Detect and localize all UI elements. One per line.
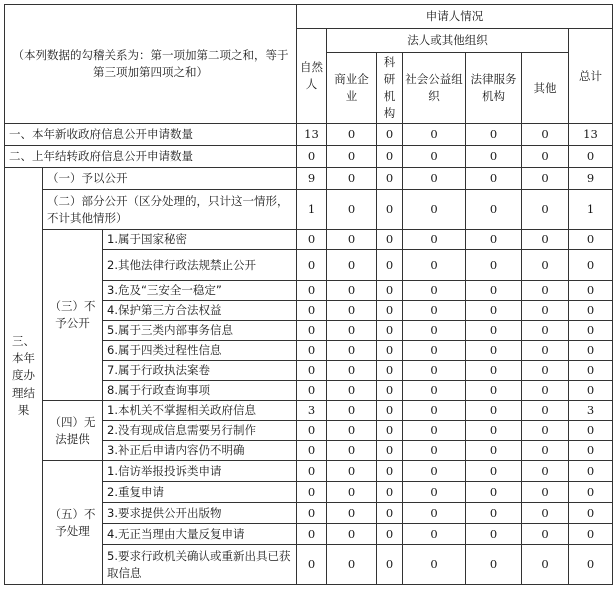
value-cell: 0: [297, 441, 327, 461]
value-cell: 0: [522, 461, 569, 482]
value-cell: 0: [297, 545, 327, 585]
value-cell: 0: [403, 321, 466, 341]
value-cell: 13: [569, 124, 613, 146]
row-label: （一）予以公开: [43, 168, 297, 190]
value-cell: 0: [466, 461, 522, 482]
header-note-cell: [5, 5, 297, 124]
value-cell: 0: [522, 361, 569, 381]
value-cell: 0: [569, 482, 613, 503]
value-cell: 0: [327, 341, 377, 361]
value-cell: 0: [466, 301, 522, 321]
applicant-info-header: 申请人情况: [297, 5, 613, 29]
value-cell: 0: [327, 381, 377, 401]
group-not-processed-label: （五）不予处理: [43, 461, 103, 585]
value-cell: 0: [327, 190, 377, 230]
value-cell: 0: [403, 545, 466, 585]
group-not-disclosed-label: （三）不予公开: [43, 230, 103, 401]
value-cell: 0: [377, 146, 403, 168]
row-label: 2.没有现成信息需要另行制作: [103, 421, 297, 441]
value-cell: 0: [569, 381, 613, 401]
value-cell: 0: [403, 441, 466, 461]
row-label: （二）部分公开（区分处理的，只计这一情形，不计其他情形）: [43, 190, 297, 230]
row-label: 1.本机关不掌握相关政府信息: [103, 401, 297, 421]
other-org-header: 其他: [522, 53, 569, 124]
value-cell: 0: [297, 301, 327, 321]
value-cell: 0: [522, 168, 569, 190]
row-label: 4.无正当理由大量反复申请: [103, 524, 297, 545]
value-cell: 0: [569, 524, 613, 545]
value-cell: 0: [297, 250, 327, 281]
value-cell: 0: [377, 168, 403, 190]
value-cell: 13: [297, 124, 327, 146]
value-cell: 0: [569, 503, 613, 524]
value-cell: 0: [522, 524, 569, 545]
value-cell: 1: [569, 190, 613, 230]
value-cell: 0: [327, 301, 377, 321]
value-cell: 0: [569, 421, 613, 441]
value-cell: 0: [569, 361, 613, 381]
value-cell: 0: [403, 281, 466, 301]
header-note: （本列数据的勾稽关系为：第一项加第二项之和，等于第三项加第四项之和）: [12, 48, 289, 79]
value-cell: 0: [327, 361, 377, 381]
value-cell: 0: [403, 381, 466, 401]
value-cell: 0: [327, 281, 377, 301]
value-cell: 0: [403, 146, 466, 168]
value-cell: 0: [297, 461, 327, 482]
row-label: 2.其他法律行政法规禁止公开: [103, 250, 297, 281]
natural-person-header: 自然人: [297, 29, 327, 124]
value-cell: 0: [327, 545, 377, 585]
value-cell: 0: [522, 146, 569, 168]
row-label: 7.属于行政执法案卷: [103, 361, 297, 381]
public-welfare-org-header: 社会公益组织: [403, 53, 466, 124]
value-cell: 0: [377, 250, 403, 281]
value-cell: 0: [297, 503, 327, 524]
value-cell: 0: [569, 146, 613, 168]
value-cell: 0: [569, 230, 613, 250]
value-cell: 0: [297, 341, 327, 361]
value-cell: 0: [377, 482, 403, 503]
value-cell: 0: [327, 146, 377, 168]
value-cell: 0: [377, 361, 403, 381]
table-row: [5, 146, 613, 168]
value-cell: 0: [569, 250, 613, 281]
value-cell: 0: [466, 381, 522, 401]
value-cell: 0: [403, 301, 466, 321]
value-cell: 0: [403, 230, 466, 250]
value-cell: 0: [327, 461, 377, 482]
value-cell: 0: [297, 482, 327, 503]
value-cell: 0: [377, 230, 403, 250]
value-cell: 0: [466, 168, 522, 190]
value-cell: 9: [297, 168, 327, 190]
value-cell: 0: [297, 281, 327, 301]
table-row: [5, 230, 613, 250]
value-cell: 0: [522, 321, 569, 341]
value-cell: 0: [466, 321, 522, 341]
legal-entity-header: 法人或其他组织: [327, 29, 569, 53]
value-cell: 0: [466, 441, 522, 461]
value-cell: 9: [569, 168, 613, 190]
value-cell: 0: [466, 250, 522, 281]
section-three-label: 三、本年度办理结果: [5, 168, 43, 585]
value-cell: 0: [466, 124, 522, 146]
value-cell: 0: [327, 482, 377, 503]
value-cell: 0: [522, 545, 569, 585]
table-row: [5, 401, 613, 421]
row-label: 8.属于行政查询事项: [103, 381, 297, 401]
value-cell: 0: [377, 381, 403, 401]
value-cell: 0: [377, 281, 403, 301]
value-cell: 0: [327, 124, 377, 146]
table-row: [5, 124, 613, 146]
row-label: 1.信访举报投诉类申请: [103, 461, 297, 482]
value-cell: 0: [327, 441, 377, 461]
value-cell: 0: [569, 441, 613, 461]
value-cell: 0: [327, 421, 377, 441]
value-cell: 0: [297, 146, 327, 168]
value-cell: 3: [569, 401, 613, 421]
value-cell: 0: [466, 524, 522, 545]
row-label: 3.补正后申请内容仍不明确: [103, 441, 297, 461]
value-cell: 0: [377, 524, 403, 545]
value-cell: 0: [403, 503, 466, 524]
value-cell: 0: [377, 401, 403, 421]
total-header: 总计: [569, 29, 613, 124]
value-cell: 1: [297, 190, 327, 230]
value-cell: 0: [327, 503, 377, 524]
report-table-container: [4, 4, 613, 585]
group-unable-provide-label: （四）无法提供: [43, 401, 103, 461]
value-cell: 0: [327, 321, 377, 341]
row-label: 2.重复申请: [103, 482, 297, 503]
value-cell: 0: [403, 524, 466, 545]
value-cell: 0: [522, 441, 569, 461]
commercial-enterprise-header: 商业企业: [327, 53, 377, 124]
row-label: 3.要求提供公开出版物: [103, 503, 297, 524]
value-cell: 0: [522, 381, 569, 401]
value-cell: 0: [377, 341, 403, 361]
value-cell: 0: [569, 281, 613, 301]
value-cell: 0: [377, 503, 403, 524]
value-cell: 0: [522, 230, 569, 250]
value-cell: 0: [522, 250, 569, 281]
value-cell: 0: [377, 124, 403, 146]
value-cell: 0: [403, 421, 466, 441]
value-cell: 0: [297, 421, 327, 441]
value-cell: 0: [377, 461, 403, 482]
row-label: 3.危及“三安全一稳定”: [103, 281, 297, 301]
value-cell: 0: [522, 482, 569, 503]
value-cell: 3: [297, 401, 327, 421]
row-label: 一、本年新收政府信息公开申请数量: [5, 124, 297, 146]
value-cell: 0: [377, 421, 403, 441]
value-cell: 0: [377, 321, 403, 341]
value-cell: 0: [297, 381, 327, 401]
row-label: 5.要求行政机关确认或重新出具已获取信息: [103, 545, 297, 585]
value-cell: 0: [522, 341, 569, 361]
value-cell: 0: [522, 124, 569, 146]
header-row-1: [5, 5, 613, 29]
value-cell: 0: [466, 421, 522, 441]
value-cell: 0: [466, 361, 522, 381]
value-cell: 0: [377, 441, 403, 461]
value-cell: 0: [377, 545, 403, 585]
research-institution-header: 科研机构: [377, 53, 403, 124]
value-cell: 0: [327, 250, 377, 281]
legal-service-org-header: 法律服务机构: [466, 53, 522, 124]
value-cell: 0: [297, 361, 327, 381]
value-cell: 0: [466, 545, 522, 585]
value-cell: 0: [327, 401, 377, 421]
value-cell: 0: [403, 190, 466, 230]
value-cell: 0: [327, 524, 377, 545]
value-cell: 0: [522, 190, 569, 230]
value-cell: 0: [569, 545, 613, 585]
value-cell: 0: [522, 421, 569, 441]
value-cell: 0: [466, 190, 522, 230]
value-cell: 0: [522, 281, 569, 301]
value-cell: 0: [403, 361, 466, 381]
value-cell: 0: [297, 230, 327, 250]
value-cell: 0: [569, 461, 613, 482]
value-cell: 0: [327, 230, 377, 250]
information-disclosure-table: [4, 4, 613, 585]
value-cell: 0: [522, 401, 569, 421]
row-label: 1.属于国家秘密: [103, 230, 297, 250]
table-row: [5, 190, 613, 230]
table-row: [5, 461, 613, 482]
value-cell: 0: [377, 190, 403, 230]
row-label: 二、上年结转政府信息公开申请数量: [5, 146, 297, 168]
value-cell: 0: [466, 281, 522, 301]
value-cell: 0: [466, 482, 522, 503]
row-label: 5.属于三类内部事务信息: [103, 321, 297, 341]
value-cell: 0: [522, 503, 569, 524]
value-cell: 0: [403, 168, 466, 190]
value-cell: 0: [403, 124, 466, 146]
value-cell: 0: [466, 146, 522, 168]
value-cell: 0: [297, 524, 327, 545]
value-cell: 0: [569, 301, 613, 321]
row-label: 4.保护第三方合法权益: [103, 301, 297, 321]
table-row: [5, 168, 613, 190]
value-cell: 0: [466, 401, 522, 421]
value-cell: 0: [403, 401, 466, 421]
value-cell: 0: [522, 301, 569, 321]
row-label: 6.属于四类过程性信息: [103, 341, 297, 361]
value-cell: 0: [377, 301, 403, 321]
value-cell: 0: [403, 461, 466, 482]
value-cell: 0: [403, 482, 466, 503]
value-cell: 0: [297, 321, 327, 341]
value-cell: 0: [403, 341, 466, 361]
value-cell: 0: [466, 341, 522, 361]
value-cell: 0: [569, 341, 613, 361]
value-cell: 0: [466, 503, 522, 524]
value-cell: 0: [466, 230, 522, 250]
value-cell: 0: [327, 168, 377, 190]
value-cell: 0: [569, 321, 613, 341]
value-cell: 0: [403, 250, 466, 281]
